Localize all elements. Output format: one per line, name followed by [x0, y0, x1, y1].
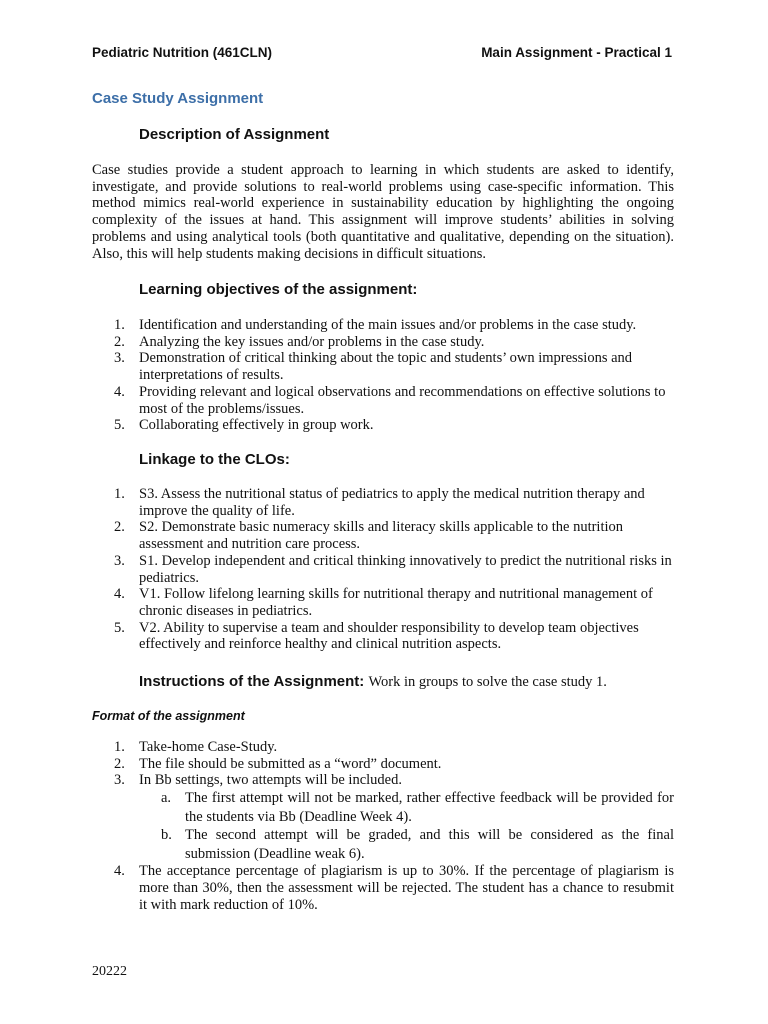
list-item-text: S2. Demonstrate basic numeracy skills and literacy skills applicable to the nutrition assessment and nutrition care process. [139, 519, 624, 553]
sub-list-letter: b. [161, 827, 172, 844]
list-number: 1. [114, 739, 125, 755]
objectives-heading: Learning objectives of the assignment: [139, 281, 418, 298]
clos-heading: Linkage to the CLOs: [139, 451, 290, 468]
sub-list-item-text: The second attempt will be graded, and this will be considered as the final submission (Deadline weak 6). [185, 827, 674, 862]
header-course-title: Pediatric Nutrition (461CLN) [92, 45, 273, 60]
list-item [92, 519, 674, 552]
footer-page-label: 20222 [92, 964, 127, 979]
list-number: 2. [114, 755, 125, 772]
list-item-text: Demonstration of critical thinking about the topic and students’ own impressions and interpretations of results. [139, 350, 633, 384]
format-list [92, 739, 674, 913]
list-item-text: Providing relevant and logical observations and recommendations on effective solutions to most of the problems/issues. [139, 383, 666, 417]
list-number: 2. [114, 333, 125, 350]
list-item-text: Analyzing the key issues and/or problems in the case study. [139, 333, 485, 350]
section-title: Case Study Assignment [92, 90, 264, 107]
list-item [92, 384, 674, 417]
sub-list-item-text: The first attempt will not be marked, rather effective feedback will be provided for the students via Bb (Deadline Week 4). [185, 790, 674, 825]
list-item [92, 772, 674, 863]
sub-list-item [139, 789, 674, 826]
format-heading: Format of the assignment [92, 709, 245, 723]
list-item-text: S3. Assess the nutritional status of pediatrics to apply the medical nutrition therapy and improve the quality of life. [139, 486, 645, 519]
list-item-text: Identification and understanding of the main issues and/or problems in the case study. [139, 317, 637, 333]
list-item-text: V2. Ability to supervise a team and shoulder responsibility to develop team objectives effectively and reinforce healthy and clinical nutrition aspects. [139, 619, 639, 653]
objectives-list [92, 317, 674, 434]
header-assignment-label: Main Assignment - Practical 1 [481, 45, 672, 60]
list-item-text: In Bb settings, two attempts will be included. [139, 772, 402, 789]
list-number: 5. [114, 619, 125, 636]
list-item [92, 756, 674, 773]
list-number: 2. [114, 519, 125, 536]
list-item [92, 317, 674, 334]
list-item-text: S1. Develop independent and critical thinking innovatively to predict the nutritional risks in pediatrics. [139, 552, 672, 586]
list-number: 1. [114, 486, 125, 502]
list-item-text: V1. Follow lifelong learning skills for nutritional therapy and nutritional management of chronic diseases in pediatrics. [139, 586, 653, 619]
description-body: Case studies provide a student approach to learning in which students are asked to identify, investigate, and provide solutions to real-world problems using case-specific information. This method mimics real-world experience in sustainability education by highlighting the ongoing complexity of the issues at hand. This assignment will improve students’ abilities in solving problems and using analytical tools (both quantitative and qualitative, depending on the situation). Also, this will help students making decisions in difficult situations. [92, 162, 674, 262]
instructions-heading-label: Instructions of the Assignment: [139, 673, 365, 690]
list-number: 1. [114, 317, 125, 333]
list-item [92, 553, 674, 586]
list-item [92, 417, 674, 434]
list-number: 5. [114, 417, 125, 434]
list-number: 3. [114, 552, 125, 569]
list-item [92, 863, 674, 913]
list-number: 4. [114, 383, 125, 400]
list-item-text: The file should be submitted as a “word” document. [139, 755, 442, 772]
list-item [92, 350, 674, 383]
sub-list-letter: a. [161, 790, 172, 807]
list-number: 4. [114, 586, 125, 603]
list-item-text: Take-home Case-Study. [139, 739, 278, 755]
list-number: 4. [114, 863, 125, 880]
list-item-text: Collaborating effectively in group work. [139, 417, 374, 434]
format-sublist [139, 789, 674, 863]
list-item [92, 620, 674, 653]
list-item [92, 739, 674, 756]
list-number: 3. [114, 772, 125, 789]
sub-list-item [139, 826, 674, 863]
list-item [92, 486, 674, 519]
list-item-text: The acceptance percentage of plagiarism is up to 30%. If the percentage of plagiarism is more than 30%, then the assessment will be rejected. The student has a chance to resubmit it with mark reduction of 10%. [139, 863, 674, 913]
list-number: 3. [114, 350, 125, 367]
list-item [92, 586, 674, 619]
description-heading: Description of Assignment [139, 126, 330, 143]
instructions-text: Work in groups to solve the case study 1. [368, 674, 607, 690]
instructions-heading [139, 673, 607, 691]
clos-list [92, 486, 674, 653]
list-item [92, 334, 674, 351]
